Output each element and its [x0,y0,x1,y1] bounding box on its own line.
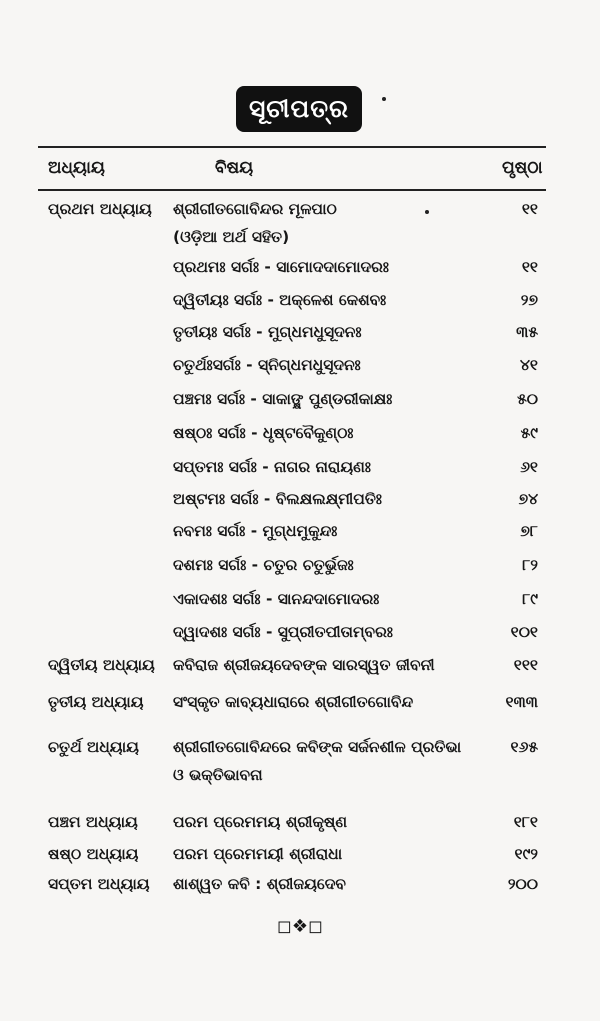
chapter-label: ଚତୁର୍ଥ ଅଧ୍ୟାୟ [48,738,139,756]
toc-row [0,424,600,454]
chapter-label: ଦ୍ୱିତୀୟ ଅଧ୍ୟାୟ [48,656,155,674]
page-number: ୧୮୧ [513,813,538,831]
page-number: ୧୧ [521,200,538,218]
chapter-label: ତୃତୀୟ ଅଧ୍ୟାୟ [48,693,144,711]
page-number: ୧୬୫ [510,738,538,756]
column-header-chapter: ଅଧ୍ୟାୟ [48,158,105,178]
toc-row [0,323,600,353]
topic-label: ପଞ୍ଚମଃ ସର୍ଗଃ - ସାକାଙ୍କ୍ଷ ପୁଣ୍ଡରୀକାକ୍ଷଃ [173,390,393,408]
page-number: ୧୦୧ [510,623,538,641]
page-title-text: ସୂଚୀପତ୍ର [248,94,349,123]
topic-label: ଅଷ୍ଟମଃ ସର୍ଗଃ - ବିଲକ୍ଷଲକ୍ଷ୍ମୀପତିଃ [173,490,382,508]
toc-row [0,522,600,552]
page-number: ୫୦ [517,390,538,408]
topic-subline: ଓ ଭକ୍ତିଭାବନା [173,766,263,784]
toc-row [0,556,600,586]
page-number: ୧୯୨ [514,845,538,863]
chapter-label: ପଞ୍ଚମ ଅଧ୍ୟାୟ [48,813,138,831]
page-number: ୫୯ [520,424,538,442]
toc-row [0,200,600,246]
toc-row [0,693,600,723]
page-number: ୭୪ [518,490,538,508]
toc-row [0,458,600,488]
chapter-label: ପ୍ରଥମ ଅଧ୍ୟାୟ [48,200,152,218]
topic-label: ଦ୍ୱିତୀୟଃ ସର୍ଗଃ - ଅକ୍ଳେଶ କେଶବଃ [173,291,387,309]
topic-label: ଏକାଦଶଃ ସର୍ଗଃ - ସାନନ୍ଦଦାମୋଦରଃ [173,590,380,608]
page-number: ୪୧ [519,356,538,374]
chapter-label: ଷଷ୍ଠ ଅଧ୍ୟାୟ [48,845,139,863]
topic-label: ପରମ ପ୍ରେମମୟୀ ଶ୍ରୀରାଧା [173,845,343,863]
toc-row [0,590,600,620]
topic-label: ଦଶମଃ ସର୍ଗଃ - ଚତୁର ଚତୁର୍ଭୁଜଃ [173,556,354,574]
toc-row [0,291,600,321]
topic-label: ସପ୍ତମଃ ସର୍ଗଃ - ନାଗର ନାରାୟଣଃ [173,458,371,476]
page-number: ୮୨ [522,556,538,574]
page-number: ୧୩୩ [505,693,538,711]
topic-label: ଚତୁର୍ଥଃସର୍ଗଃ - ସ୍ନିଗ୍ଧମଧୁସୂଦନଃ [173,356,361,374]
page-number: ୩୫ [516,323,538,341]
topic-label: କବିରାଜ ଶ୍ରୀଜୟଦେବଙ୍କ ସାରସ୍ୱତ ଜୀବନୀ [173,656,435,674]
footer-ornament: ◻❖◻ [276,916,324,937]
topic-label: ସଂସ୍କୃତ କାବ୍ୟଧାରାରେ ଶ୍ରୀଗୀତଗୋବିନ୍ଦ [173,693,414,711]
topic-label: ପ୍ରଥମଃ ସର୍ଗଃ - ସାମୋଦଦାମୋଦରଃ [173,258,389,276]
column-header-page: ପୃଷ୍ଠା [502,158,543,178]
topic-label: ତୃତୀୟଃ ସର୍ଗଃ - ମୁଗ୍ଧମଧୁସୂଦନଃ [173,323,362,341]
toc-row [0,813,600,843]
topic-label: ନବମଃ ସର୍ଗଃ - ମୁଗ୍ଧମୁକୁନ୍ଦଃ [173,522,338,540]
page-number: ୧୧୧ [513,656,538,674]
topic-label: ଶ୍ରୀଗୀତଗୋବିନ୍ଦରେ କବିଙ୍କ ସର୍ଜନଶୀଳ ପ୍ରତିଭା [173,738,462,756]
toc-row [0,258,600,288]
page-number: ୨୭ [520,291,538,309]
column-header-topic: ବିଷୟ [215,158,254,178]
topic-label: ପରମ ପ୍ରେମମୟ ଶ୍ରୀକୃଷ୍ଣ [173,813,348,831]
toc-row [0,845,600,875]
toc-row [0,390,600,420]
topic-label: ଶ୍ରୀଗୀତଗୋବିନ୍ଦର ମୂଳପାଠ [173,200,337,218]
topic-label: ଶାଶ୍ୱତ କବି : ଶ୍ରୀଜୟଦେବ [173,875,346,893]
page-number: ୭୮ [520,522,538,540]
toc-row [0,490,600,520]
topic-subline: (ଓଡ଼ିଆ ଅର୍ଥ ସହିତ) [173,228,290,246]
chapter-label: ସପ୍ତମ ଅଧ୍ୟାୟ [48,875,150,893]
toc-row [0,356,600,386]
toc-row [0,875,600,905]
toc-row [0,738,600,784]
toc-row [0,623,600,653]
page-number: ୮୯ [522,590,538,608]
page-number: ୬୧ [520,458,538,476]
topic-label: ଦ୍ୱାଦଶଃ ସର୍ଗଃ - ସୁପ୍ରୀତପୀତାମ୍ବରଃ [173,623,393,641]
toc-row [0,656,600,686]
topic-label: ଷଷ୍ଠଃ ସର୍ଗଃ - ଧୃଷ୍ଟବୈକୁଣ୍ଠଃ [173,424,354,442]
page-number: ୨୦୦ [507,875,538,893]
page-number: ୧୧ [521,258,538,276]
